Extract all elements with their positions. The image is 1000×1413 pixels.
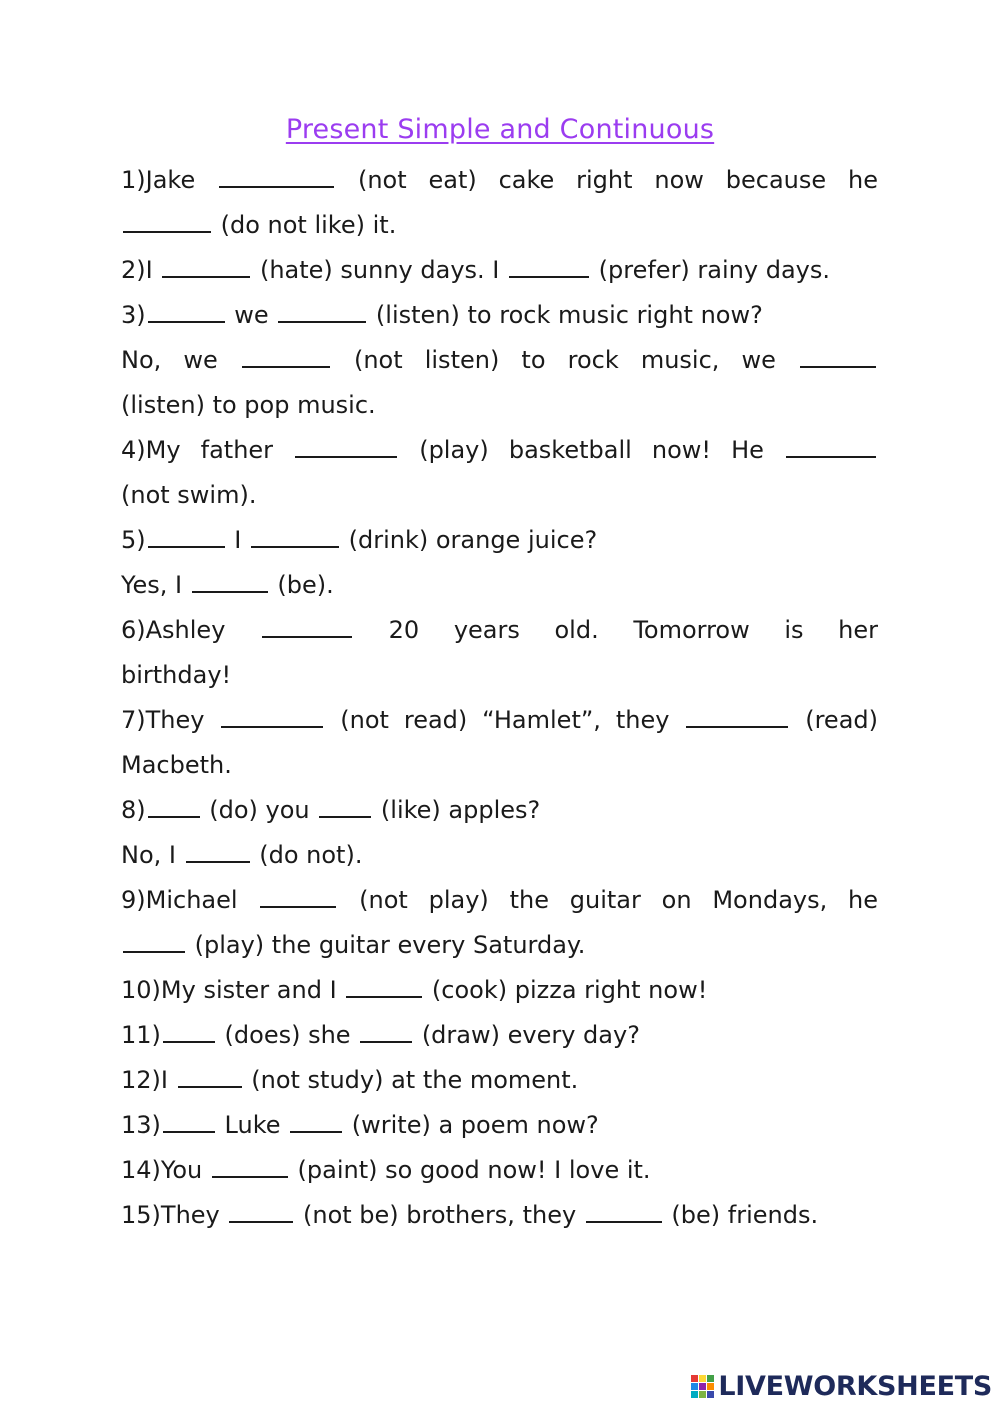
line-text: (listen) to pop music. bbox=[121, 391, 376, 419]
exercise-line bbox=[121, 1148, 878, 1193]
exercise-line bbox=[121, 1193, 878, 1238]
line-text: 5) bbox=[121, 526, 146, 554]
answer-blank[interactable] bbox=[186, 860, 250, 863]
line-text: (paint) so good now! I love it. bbox=[289, 1156, 651, 1184]
logo-square bbox=[691, 1391, 698, 1398]
logo-square bbox=[691, 1383, 698, 1390]
exercise-line bbox=[121, 698, 878, 743]
logo-square bbox=[707, 1383, 714, 1390]
line-text: Macbeth. bbox=[121, 751, 232, 779]
line-text: 4)My father bbox=[121, 436, 294, 464]
answer-blank[interactable] bbox=[123, 230, 211, 233]
answer-blank[interactable] bbox=[148, 815, 200, 818]
exercise-line bbox=[121, 338, 878, 383]
answer-blank[interactable] bbox=[786, 455, 876, 458]
line-text: 7)They bbox=[121, 706, 220, 734]
answer-blank[interactable] bbox=[219, 185, 334, 188]
exercise-line bbox=[121, 923, 878, 968]
answer-blank[interactable] bbox=[148, 320, 225, 323]
exercise-line bbox=[121, 1103, 878, 1148]
exercise-line bbox=[121, 203, 878, 248]
line-text: 10)My sister and I bbox=[121, 976, 345, 1004]
line-text: 14)You bbox=[121, 1156, 210, 1184]
answer-blank[interactable] bbox=[229, 1220, 293, 1223]
line-text: (not listen) to rock music, we bbox=[331, 346, 798, 374]
line-text: (do not like) it. bbox=[213, 211, 397, 239]
answer-blank[interactable] bbox=[192, 590, 268, 593]
line-text: (not play) the guitar on Mondays, he bbox=[338, 886, 879, 914]
line-text: 11) bbox=[121, 1021, 161, 1049]
answer-blank[interactable] bbox=[162, 275, 250, 278]
answer-blank[interactable] bbox=[346, 995, 422, 998]
line-text: (not read) “Hamlet”, they bbox=[325, 706, 685, 734]
answer-blank[interactable] bbox=[290, 1130, 342, 1133]
line-text: No, we bbox=[121, 346, 240, 374]
exercise-line bbox=[121, 158, 878, 203]
line-text: Yes, I bbox=[121, 571, 190, 599]
footer-logo bbox=[691, 1369, 992, 1403]
line-text: I bbox=[226, 526, 249, 554]
answer-blank[interactable] bbox=[178, 1085, 242, 1088]
line-text: 1)Jake bbox=[121, 166, 218, 194]
line-text: 3) bbox=[121, 301, 146, 329]
exercise-line bbox=[121, 788, 878, 833]
exercise-line bbox=[121, 1058, 878, 1103]
exercise-line bbox=[121, 833, 878, 878]
answer-blank[interactable] bbox=[509, 275, 589, 278]
line-text: (play) the guitar every Saturday. bbox=[187, 931, 586, 959]
logo-square bbox=[699, 1375, 706, 1382]
line-text: (not eat) cake right now because he bbox=[336, 166, 878, 194]
line-text: (be). bbox=[269, 571, 334, 599]
line-text: (read) bbox=[790, 706, 879, 734]
line-text: 12)I bbox=[121, 1066, 176, 1094]
line-text: 9)Michael bbox=[121, 886, 259, 914]
line-text: (not be) brothers, they bbox=[295, 1201, 584, 1229]
line-text: (listen) to rock music right now? bbox=[368, 301, 763, 329]
line-text: (play) basketball now! He bbox=[399, 436, 784, 464]
exercise-line bbox=[121, 878, 878, 923]
line-text: (be) friends. bbox=[663, 1201, 819, 1229]
exercise-line bbox=[121, 248, 878, 293]
line-text: (prefer) rainy days. bbox=[591, 256, 830, 284]
line-text: 20 years old. Tomorrow is her bbox=[354, 616, 879, 644]
line-text: we bbox=[226, 301, 277, 329]
exercise-line bbox=[121, 653, 878, 698]
line-text: (cook) pizza right now! bbox=[424, 976, 708, 1004]
liveworksheets-logo-icon bbox=[691, 1375, 714, 1398]
exercise-list bbox=[121, 158, 878, 1238]
exercise-line bbox=[121, 473, 878, 518]
exercise-line bbox=[121, 518, 878, 563]
line-text: (not swim). bbox=[121, 481, 257, 509]
line-text: 8) bbox=[121, 796, 146, 824]
answer-blank[interactable] bbox=[251, 545, 339, 548]
line-text: 2)I bbox=[121, 256, 161, 284]
answer-blank[interactable] bbox=[319, 815, 371, 818]
logo-square bbox=[699, 1383, 706, 1390]
line-text: 15)They bbox=[121, 1201, 228, 1229]
logo-square bbox=[707, 1391, 714, 1398]
line-text: birthday! bbox=[121, 661, 232, 689]
line-text: (not study) at the moment. bbox=[243, 1066, 579, 1094]
answer-blank[interactable] bbox=[360, 1040, 412, 1043]
logo-square bbox=[699, 1391, 706, 1398]
line-text: (does) she bbox=[216, 1021, 359, 1049]
exercise-line bbox=[121, 743, 878, 788]
answer-blank[interactable] bbox=[260, 905, 336, 908]
exercise-line bbox=[121, 293, 878, 338]
line-text: 13) bbox=[121, 1111, 161, 1139]
answer-blank[interactable] bbox=[221, 725, 323, 728]
logo-square bbox=[707, 1375, 714, 1382]
line-text: (like) apples? bbox=[373, 796, 541, 824]
answer-blank[interactable] bbox=[163, 1130, 215, 1133]
answer-blank[interactable] bbox=[586, 1220, 662, 1223]
line-text: Luke bbox=[216, 1111, 289, 1139]
line-text: 6)Ashley bbox=[121, 616, 261, 644]
answer-blank[interactable] bbox=[295, 455, 397, 458]
brand-name: LIVEWORKSHEETS bbox=[718, 1370, 992, 1402]
answer-blank[interactable] bbox=[800, 365, 876, 368]
line-text: (write) a poem now? bbox=[344, 1111, 599, 1139]
exercise-line bbox=[121, 428, 878, 473]
line-text: (do) you bbox=[201, 796, 318, 824]
line-text: (drink) orange juice? bbox=[340, 526, 598, 554]
line-text: (draw) every day? bbox=[414, 1021, 640, 1049]
line-text: (do not). bbox=[251, 841, 363, 869]
answer-blank[interactable] bbox=[148, 545, 225, 548]
exercise-line bbox=[121, 563, 878, 608]
answer-blank[interactable] bbox=[123, 950, 185, 953]
line-text: (hate) sunny days. I bbox=[252, 256, 508, 284]
logo-square bbox=[691, 1375, 698, 1382]
exercise-line bbox=[121, 383, 878, 428]
answer-blank[interactable] bbox=[278, 320, 366, 323]
exercise-line bbox=[121, 1013, 878, 1058]
answer-blank[interactable] bbox=[212, 1175, 288, 1178]
worksheet-title: Present Simple and Continuous bbox=[285, 114, 715, 145]
answer-blank[interactable] bbox=[163, 1040, 215, 1043]
exercise-line bbox=[121, 968, 878, 1013]
answer-blank[interactable] bbox=[262, 635, 352, 638]
line-text: No, I bbox=[121, 841, 184, 869]
answer-blank[interactable] bbox=[242, 365, 330, 368]
exercise-line bbox=[121, 608, 878, 653]
answer-blank[interactable] bbox=[686, 725, 788, 728]
